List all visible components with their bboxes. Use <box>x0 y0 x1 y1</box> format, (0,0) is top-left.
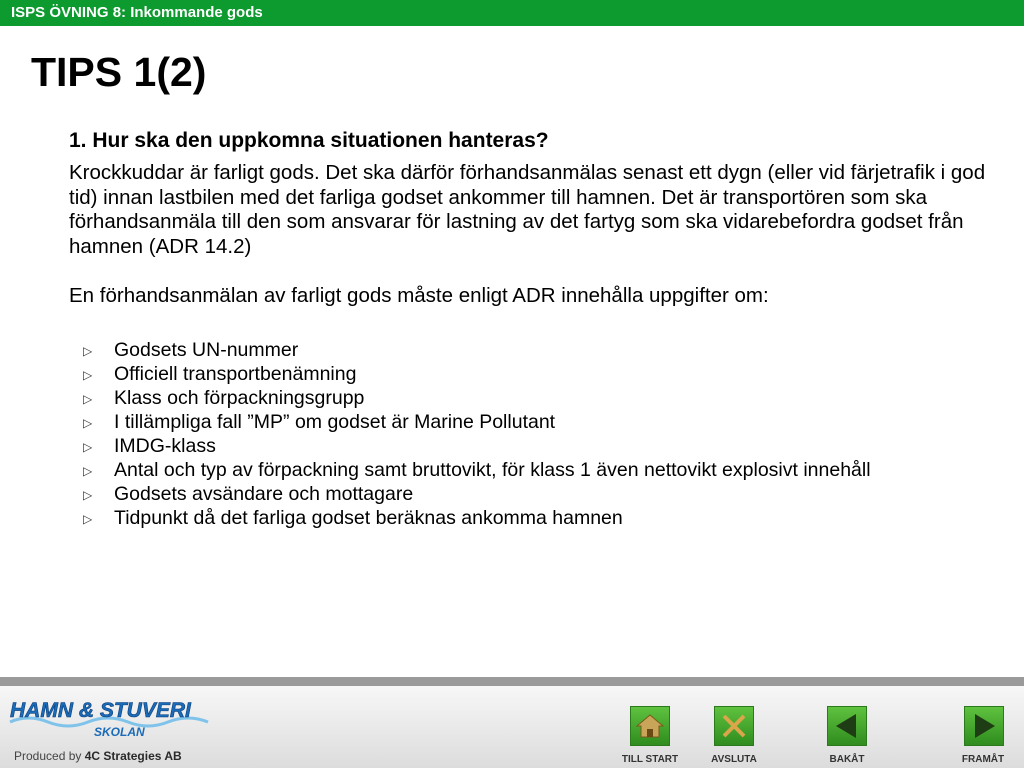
list-item-text: IMDG-klass <box>114 434 216 457</box>
question-heading: 1. Hur ska den uppkomna situationen hanteras? <box>69 129 549 152</box>
footer-divider <box>0 677 1024 686</box>
back-label: BAKÅT <box>829 754 865 765</box>
credit <box>14 749 182 763</box>
arrow-right-icon <box>965 707 1003 745</box>
home-button[interactable] <box>630 706 670 746</box>
home-label: TILL START <box>621 754 679 765</box>
list-item <box>83 460 934 481</box>
main-content <box>69 127 989 532</box>
page-title: TIPS 1(2) <box>31 49 207 95</box>
logo-text-hamn: HAMN & STUVERI <box>10 699 191 722</box>
hamn-stuveri-skolan-logo <box>8 692 213 740</box>
list-item <box>83 484 934 505</box>
arrow-left-icon <box>828 707 866 745</box>
list-item <box>83 508 934 529</box>
answer-text: Krockkuddar är farligt gods. Det ska därför förhandsanmälas senast ett dygn (eller vid färjetrafik i god tid) innan lastbilen med det farliga godset ankommer till hamnen. Det är transportören som ska förhandsanmäla till den som ansvarar för lastning av det fartyg som ska vidarebefordra godset från hamnen (ADR 14.2) <box>69 161 986 258</box>
list-item-text: Godsets UN-nummer <box>114 338 299 361</box>
header-title: ISPS ÖVNING 8: Inkommande gods <box>11 4 263 21</box>
list-item <box>83 412 934 433</box>
close-label: AVSLUTA <box>711 754 757 765</box>
triangle-right-outline-icon: ▷ <box>83 463 93 478</box>
list-item-text: Tidpunkt då det farliga godset beräknas ankomma hamnen <box>114 506 623 529</box>
triangle-right-outline-icon: ▷ <box>83 415 93 430</box>
header-bar <box>0 0 1024 26</box>
back-button[interactable] <box>827 706 867 746</box>
list-item-text: Godsets avsändare och mottagare <box>114 482 414 505</box>
triangle-right-outline-icon: ▷ <box>83 511 93 526</box>
triangle-right-outline-icon: ▷ <box>83 343 93 358</box>
forward-label: FRAMÅT <box>961 754 1005 765</box>
bullet-list <box>83 340 1003 529</box>
list-item <box>83 364 934 385</box>
forward-button[interactable] <box>964 706 1004 746</box>
close-button[interactable] <box>714 706 754 746</box>
close-x-icon <box>715 707 753 745</box>
list-item <box>83 436 934 457</box>
intro-text: En förhandsanmälan av farligt gods måste enligt ADR innehålla uppgifter om: <box>69 284 769 307</box>
list-item <box>83 388 934 409</box>
triangle-right-outline-icon: ▷ <box>83 439 93 454</box>
list-item-text: Klass och förpackningsgrupp <box>114 386 365 409</box>
home-icon <box>631 707 669 745</box>
triangle-right-outline-icon: ▷ <box>83 367 93 382</box>
list-item <box>83 340 934 361</box>
list-item-text: I tillämpliga fall ”MP” om godset är Marine Pollutant <box>114 410 556 433</box>
credit-prefix: Produced by <box>14 749 82 763</box>
list-item-text: Antal och typ av förpackning samt bruttovikt, för klass 1 även nettovikt explosivt innehåll <box>114 458 871 481</box>
logo-text-skolan: SKOLAN <box>94 725 145 739</box>
triangle-right-outline-icon: ▷ <box>83 487 93 502</box>
credit-name: 4C Strategies AB <box>84 749 182 763</box>
triangle-right-outline-icon: ▷ <box>83 391 93 406</box>
list-item-text: Officiell transportbenämning <box>114 362 357 385</box>
